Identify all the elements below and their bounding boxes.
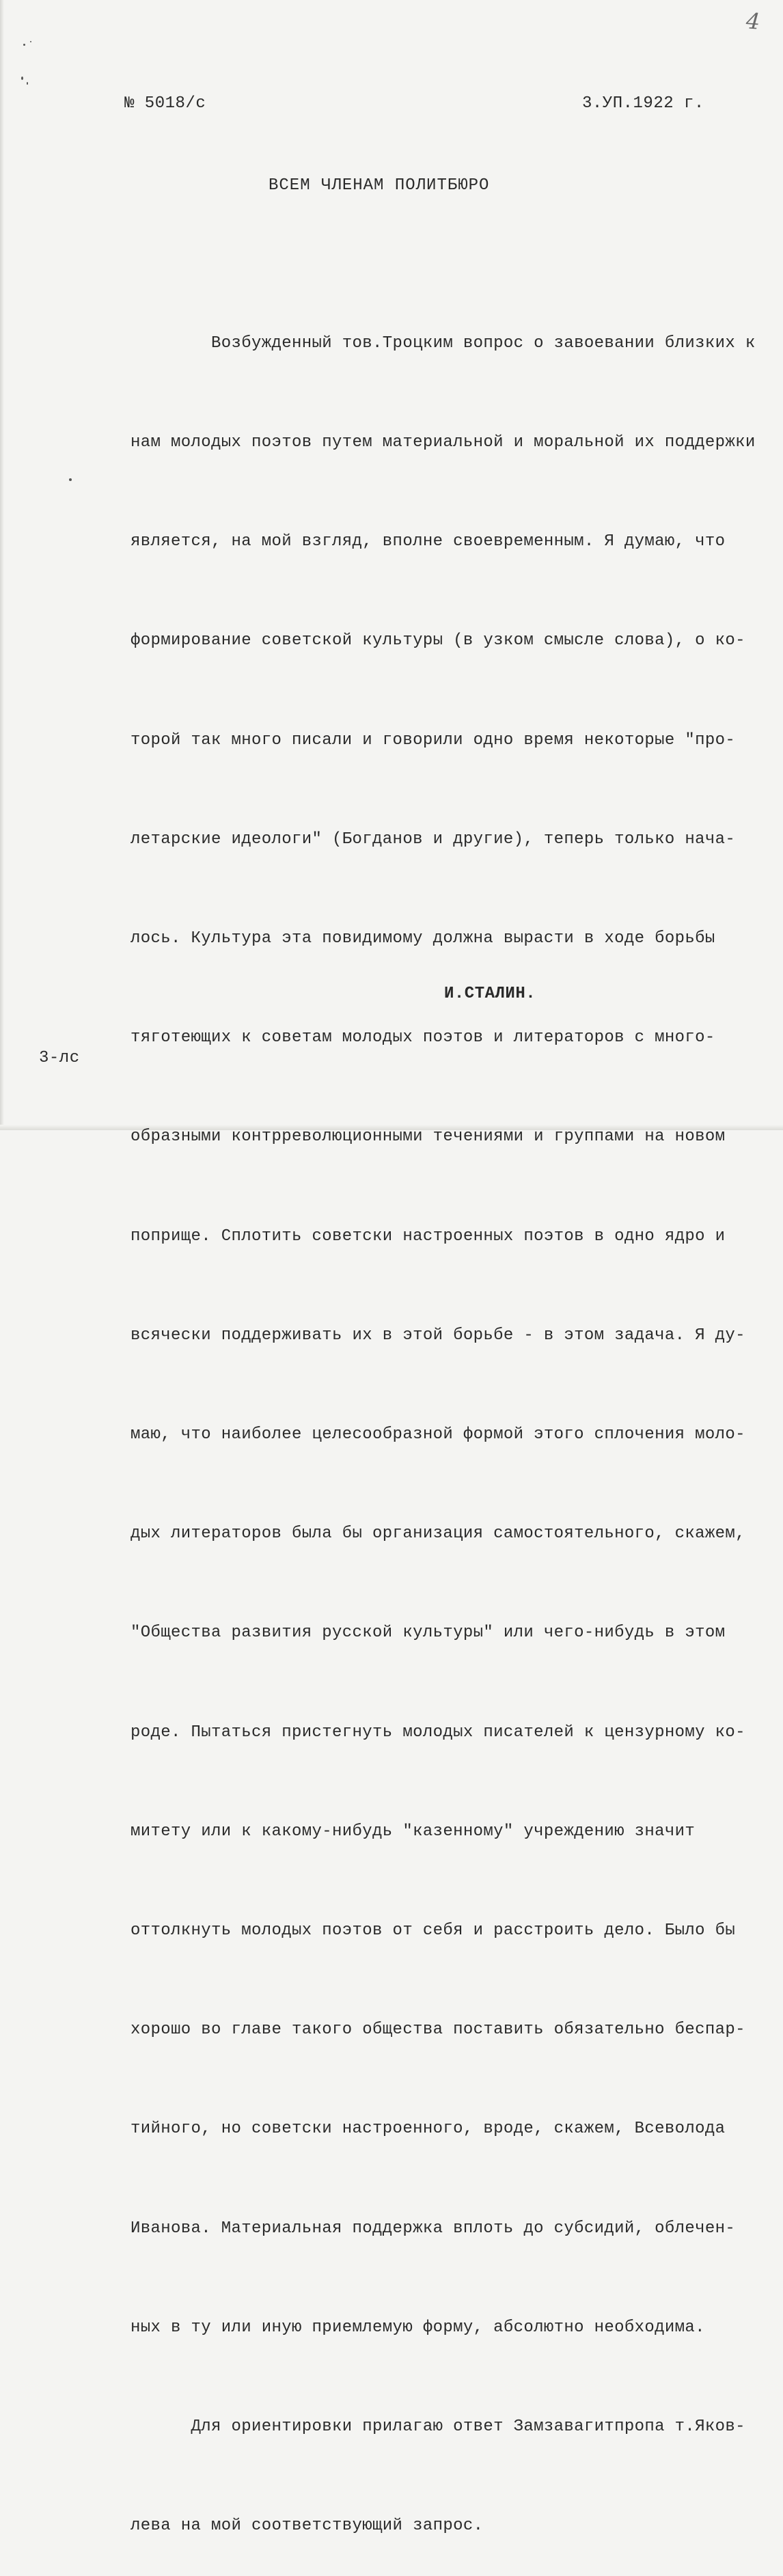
body-line: является, на мой взгляд, вполне своевременным. Я думаю, что [130, 532, 726, 551]
scan-speck [21, 77, 23, 80]
letter-body [130, 261, 759, 2576]
body-line: лева на мой соответствующий запрос. [130, 2517, 484, 2536]
body-line: Для ориентировки прилагаю ответ Замзавагитпропа т.Яков- [130, 2417, 745, 2437]
body-line: всячески поддерживать их в этой борьбе - в этом задача. Я ду- [130, 1326, 745, 1345]
scan-speck [30, 41, 31, 42]
body-line: Возбужденный тов.Троцким вопрос о завоевании близких к [130, 333, 756, 353]
body-line: "Общества развития русской культуры" или чего-нибудь в этом [130, 1623, 726, 1643]
scan-speck [23, 44, 25, 46]
page-edge-shadow [0, 0, 4, 1130]
document-number: № 5018/с [124, 94, 206, 113]
signature: И.СТАЛИН. [444, 985, 536, 1003]
body-line: нам молодых поэтов путем материальной и моральной их поддержки [130, 433, 756, 452]
body-line: летарские идеологи" (Богданов и другие), теперь только нача- [130, 830, 736, 849]
body-line: хорошо во главе такого общества поставить обязательно беспар- [130, 2020, 745, 2040]
body-line: маю, что наиболее целесообразной формой этого сплочения моло- [130, 1425, 745, 1444]
body-line: лось. Культура эта повидимому должна вырасти в ходе борьбы [130, 929, 715, 948]
archive-code: 3-лс [39, 1049, 80, 1067]
body-line: образными контрреволюционными течениями и группами на новом [130, 1127, 726, 1147]
addressee-heading: ВСЕМ ЧЛЕНАМ ПОЛИТБЮРО [269, 176, 490, 195]
document-date: 3.УП.1922 г. [582, 94, 704, 113]
body-line: тяготеющих к советам молодых поэтов и литераторов с много- [130, 1028, 715, 1047]
body-line: формирование советской культуры (в узком смысле слова), о ко- [130, 631, 745, 650]
body-line: торой так много писали и говорили одно время некоторые "про- [130, 730, 736, 750]
folio-mark: 4 [745, 8, 761, 35]
body-line: поприще. Сплотить советски настроенных поэтов в одно ядро и [130, 1227, 726, 1246]
body-line: тийного, но советски настроенного, вроде, скажем, Всеволода [130, 2120, 726, 2139]
body-line: ных в ту или иную приемлемую форму, абсолютно необходима. [130, 2318, 705, 2337]
scan-speck [27, 82, 28, 85]
body-line: оттолкнуть молодых поэтов от себя и расстроить дело. Было бы [130, 1921, 736, 1941]
body-line: роде. Пытаться пристегнуть молодых писателей к цензурному ко- [130, 1723, 745, 1742]
body-line: Иванова. Материальная поддержка вплоть до субсидий, облечен- [130, 2219, 736, 2238]
scan-speck [69, 478, 72, 481]
body-line: митету или к какому-нибудь "казенному" учреждению значит [130, 1822, 696, 1841]
body-line: дых литераторов была бы организация самостоятельного, скажем, [130, 1524, 745, 1544]
